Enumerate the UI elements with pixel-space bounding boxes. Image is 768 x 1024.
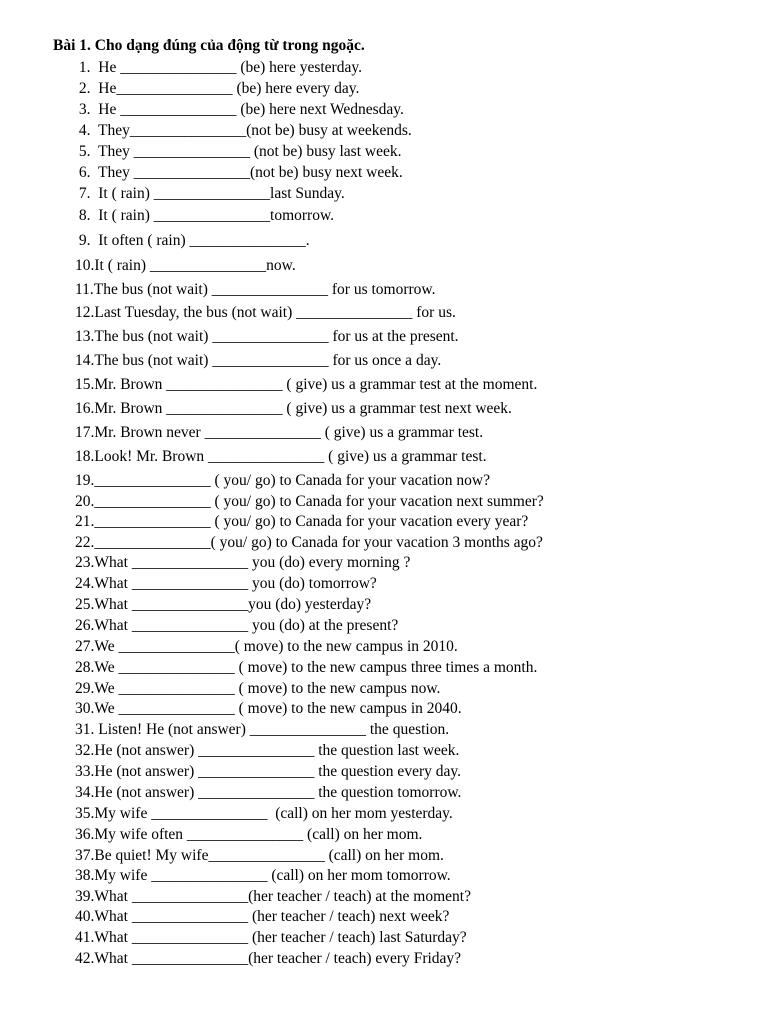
exercise-item: 3. He _______________ (be) here next Wednesday. [75,101,404,118]
exercise-item: 32.He (not answer) _______________ the question last week. [75,742,460,759]
exercise-item: 34.He (not answer) _______________ the question tomorrow. [75,784,462,801]
exercise-item: 14.The bus (not wait) _______________ for us once a day. [75,352,442,369]
exercise-item: 28.We _______________ ( move) to the new campus three times a month. [75,659,538,676]
exercise-item: 17.Mr. Brown never _______________ ( give) us a grammar test. [75,424,484,441]
exercise-item: 23.What _______________ you (do) every morning ? [75,554,411,571]
exercise-item: 35.My wife _______________ (call) on her mom yesterday. [75,805,453,822]
exercise-item: 15.Mr. Brown _______________ ( give) us a grammar test at the moment. [75,376,538,393]
exercise-item: 40.What _______________ (her teacher / teach) next week? [75,908,450,925]
exercise-item: 8. It ( rain) _______________tomorrow. [75,207,335,224]
exercise-item: 42.What _______________(her teacher / teach) every Friday? [75,950,462,967]
exercise-item: 36.My wife often _______________ (call) on her mom. [75,826,423,843]
exercise-item: 22._______________( you/ go) to Canada for your vacation 3 months ago? [75,534,543,551]
exercise-item: 4. They_______________(not be) busy at weekends. [75,122,412,139]
exercise-item: 9. It often ( rain) _______________. [75,232,310,249]
exercise-item: 11.The bus (not wait) _______________ for us tomorrow. [75,281,436,298]
exercise-item: 24.What _______________ you (do) tomorrow? [75,575,377,592]
exercise-item: 12.Last Tuesday, the bus (not wait) _______________ for us. [75,304,456,321]
exercise-item: 20._______________ ( you/ go) to Canada for your vacation next summer? [75,493,544,510]
exercise-item: 41.What _______________ (her teacher / teach) last Saturday? [75,929,467,946]
exercise-item: 18.Look! Mr. Brown _______________ ( give) us a grammar test. [75,448,487,465]
exercise-heading: Bài 1. Cho dạng đúng của động từ trong ngoặc. [53,37,365,54]
exercise-item: 33.He (not answer) _______________ the question every day. [75,763,461,780]
exercise-item: 31. Listen! He (not answer) _______________ the question. [75,721,450,738]
exercise-item: 10.It ( rain) _______________now. [75,257,296,274]
exercise-item: 27.We _______________( move) to the new campus in 2010. [75,638,458,655]
exercise-item: 29.We _______________ ( move) to the new campus now. [75,680,441,697]
exercise-item: 21._______________ ( you/ go) to Canada for your vacation every year? [75,513,529,530]
exercise-item: 2. He_______________ (be) here every day. [75,80,360,97]
exercise-item: 26.What _______________ you (do) at the present? [75,617,399,634]
exercise-item: 19._______________ ( you/ go) to Canada for your vacation now? [75,472,490,489]
exercise-item: 38.My wife _______________ (call) on her mom tomorrow. [75,867,451,884]
exercise-item: 16.Mr. Brown _______________ ( give) us a grammar test next week. [75,400,512,417]
exercise-item: 37.Be quiet! My wife_______________ (call) on her mom. [75,847,444,864]
exercise-item: 25.What _______________you (do) yesterday? [75,596,372,613]
exercise-item: 5. They _______________ (not be) busy last week. [75,143,402,160]
exercise-item: 39.What _______________(her teacher / teach) at the moment? [75,888,471,905]
exercise-item: 6. They _______________(not be) busy next week. [75,164,403,181]
exercise-item: 1. He _______________ (be) here yesterday. [75,59,362,76]
exercise-item: 30.We _______________ ( move) to the new campus in 2040. [75,700,462,717]
exercise-item: 13.The bus (not wait) _______________ for us at the present. [75,328,459,345]
exercise-item: 7. It ( rain) _______________last Sunday. [75,185,345,202]
